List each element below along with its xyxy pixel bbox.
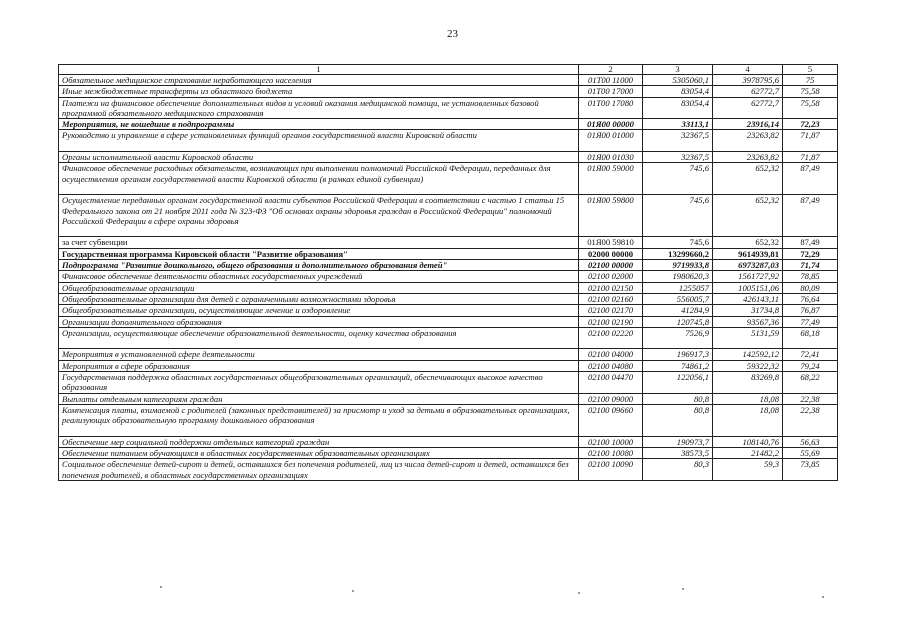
percent-cell: 80,09 bbox=[783, 282, 838, 293]
plan-cell: 5305060,1 bbox=[643, 75, 713, 86]
executed-cell: 1561727,92 bbox=[713, 271, 783, 282]
plan-cell: 745,6 bbox=[643, 163, 713, 195]
executed-cell: 108140,76 bbox=[713, 436, 783, 447]
executed-cell: 62772,7 bbox=[713, 86, 783, 97]
scan-speck bbox=[682, 588, 684, 590]
code-cell: 01Я00 59810 bbox=[579, 237, 643, 248]
code-cell: 02100 10000 bbox=[579, 436, 643, 447]
executed-cell: 426143,11 bbox=[713, 293, 783, 304]
name-cell: Социальное обеспечение детей-сирот и детей, оставшихся без попечения родителей, лиц из числа детей-сирот и детей, оставшихся без попечения родителей, в областных государственных организациях bbox=[59, 459, 579, 481]
plan-cell: 32367,5 bbox=[643, 152, 713, 163]
plan-cell: 83054,4 bbox=[643, 86, 713, 97]
column-number: 2 bbox=[579, 65, 643, 75]
executed-cell: 3978795,6 bbox=[713, 75, 783, 86]
code-cell: 02100 04470 bbox=[579, 372, 643, 394]
executed-cell: 62772,7 bbox=[713, 97, 783, 119]
percent-cell: 75,58 bbox=[783, 86, 838, 97]
scan-speck bbox=[352, 590, 354, 592]
percent-cell: 55,69 bbox=[783, 448, 838, 459]
code-cell: 02100 02160 bbox=[579, 293, 643, 304]
code-cell: 02100 04000 bbox=[579, 349, 643, 360]
executed-cell: 6973287,03 bbox=[713, 260, 783, 271]
table-row bbox=[59, 97, 838, 119]
executed-cell: 93567,36 bbox=[713, 316, 783, 327]
executed-cell: 5131,59 bbox=[713, 327, 783, 349]
table-row bbox=[59, 372, 838, 394]
name-cell: Обеспечение мер социальной поддержки отдельных категорий граждан bbox=[59, 436, 579, 447]
plan-cell: 1255057 bbox=[643, 282, 713, 293]
percent-cell: 73,85 bbox=[783, 459, 838, 481]
plan-cell: 9719933,8 bbox=[643, 260, 713, 271]
name-cell: Выплаты отдельным категориям граждан bbox=[59, 393, 579, 404]
code-cell: 02100 02190 bbox=[579, 316, 643, 327]
plan-cell: 7526,9 bbox=[643, 327, 713, 349]
name-cell: Платежи на финансовое обеспечение дополнительных видов и условий оказания медицинской помощи, не установленных базовой программой обязательного медицинского страхования bbox=[59, 97, 579, 119]
plan-cell: 556005,7 bbox=[643, 293, 713, 304]
table-row bbox=[59, 260, 838, 271]
executed-cell: 23916,14 bbox=[713, 119, 783, 130]
code-cell: 01Т00 17000 bbox=[579, 86, 643, 97]
plan-cell: 83054,4 bbox=[643, 97, 713, 119]
table-row bbox=[59, 404, 838, 436]
name-cell: Общеобразовательные организации для детей с ограниченными возможностями здоровья bbox=[59, 293, 579, 304]
executed-cell: 18,08 bbox=[713, 393, 783, 404]
plan-cell: 33113,1 bbox=[643, 119, 713, 130]
percent-cell: 22,38 bbox=[783, 404, 838, 436]
executed-cell: 652,32 bbox=[713, 237, 783, 248]
table-row bbox=[59, 75, 838, 86]
column-number: 3 bbox=[643, 65, 713, 75]
executed-cell: 652,32 bbox=[713, 195, 783, 237]
table-row bbox=[59, 393, 838, 404]
executed-cell: 31734,8 bbox=[713, 305, 783, 316]
plan-cell: 80,8 bbox=[643, 393, 713, 404]
executed-cell: 21482,2 bbox=[713, 448, 783, 459]
code-cell: 01Я00 01030 bbox=[579, 152, 643, 163]
executed-cell: 23263,82 bbox=[713, 152, 783, 163]
plan-cell: 122056,1 bbox=[643, 372, 713, 394]
plan-cell: 38573,5 bbox=[643, 448, 713, 459]
plan-cell: 41284,9 bbox=[643, 305, 713, 316]
column-number-row bbox=[59, 65, 838, 75]
table-row bbox=[59, 119, 838, 130]
table-body bbox=[59, 65, 838, 481]
percent-cell: 79,24 bbox=[783, 360, 838, 371]
plan-cell: 1980620,3 bbox=[643, 271, 713, 282]
percent-cell: 71,87 bbox=[783, 152, 838, 163]
name-cell: за счет субвенции bbox=[59, 237, 579, 248]
scan-speck bbox=[160, 586, 162, 588]
percent-cell: 76,87 bbox=[783, 305, 838, 316]
plan-cell: 190973,7 bbox=[643, 436, 713, 447]
scan-speck bbox=[578, 592, 580, 594]
code-cell: 02100 09660 bbox=[579, 404, 643, 436]
name-cell: Подпрограмма "Развитие дошкольного, общего образования и дополнительного образования детей" bbox=[59, 260, 579, 271]
table-row bbox=[59, 436, 838, 447]
executed-cell: 9614939,81 bbox=[713, 248, 783, 259]
code-cell: 02000 00000 bbox=[579, 248, 643, 259]
name-cell: Мероприятия в установленной сфере деятельности bbox=[59, 349, 579, 360]
table-row bbox=[59, 271, 838, 282]
percent-cell: 87,49 bbox=[783, 237, 838, 248]
name-cell: Органы исполнительной власти Кировской области bbox=[59, 152, 579, 163]
plan-cell: 745,6 bbox=[643, 195, 713, 237]
percent-cell: 72,23 bbox=[783, 119, 838, 130]
percent-cell: 71,74 bbox=[783, 260, 838, 271]
percent-cell: 68,22 bbox=[783, 372, 838, 394]
scan-speck bbox=[822, 596, 824, 598]
percent-cell: 22,38 bbox=[783, 393, 838, 404]
plan-cell: 13299660,2 bbox=[643, 248, 713, 259]
code-cell: 01Я00 01000 bbox=[579, 130, 643, 152]
executed-cell: 18,08 bbox=[713, 404, 783, 436]
name-cell: Организации дополнительного образования bbox=[59, 316, 579, 327]
name-cell: Обеспечение питанием обучающихся в областных государственных образовательных организациях bbox=[59, 448, 579, 459]
percent-cell: 87,49 bbox=[783, 195, 838, 237]
table-row bbox=[59, 459, 838, 481]
code-cell: 02100 02150 bbox=[579, 282, 643, 293]
percent-cell: 77,49 bbox=[783, 316, 838, 327]
percent-cell: 72,41 bbox=[783, 349, 838, 360]
percent-cell: 72,29 bbox=[783, 248, 838, 259]
name-cell: Иные межбюджетные трансферты из областного бюджета bbox=[59, 86, 579, 97]
name-cell: Финансовое обеспечение расходных обязательств, возникающих при выполнении полномочий Российской Федерации, переданных для осуществления органам государственной власти Кировской области (в рамках единой субвенции) bbox=[59, 163, 579, 195]
column-number: 1 bbox=[59, 65, 579, 75]
name-cell: Организации, осуществляющие обеспечение образовательной деятельности, оценку качества образования bbox=[59, 327, 579, 349]
percent-cell: 87,49 bbox=[783, 163, 838, 195]
table-row bbox=[59, 152, 838, 163]
code-cell: 02100 00000 bbox=[579, 260, 643, 271]
code-cell: 02100 02000 bbox=[579, 271, 643, 282]
percent-cell: 68,18 bbox=[783, 327, 838, 349]
code-cell: 02100 10090 bbox=[579, 459, 643, 481]
name-cell: Государственная программа Кировской области "Развитие образования" bbox=[59, 248, 579, 259]
name-cell: Государственная поддержка областных государственных общеобразовательных организаций, обеспечивающих высокое качество образования bbox=[59, 372, 579, 394]
code-cell: 02100 10080 bbox=[579, 448, 643, 459]
name-cell: Финансовое обеспечение деятельности областных государственных учреждений bbox=[59, 271, 579, 282]
code-cell: 02100 09000 bbox=[579, 393, 643, 404]
table-row bbox=[59, 282, 838, 293]
name-cell: Руководство и управление в сфере установленных функций органов государственной власти Кировской области bbox=[59, 130, 579, 152]
budget-execution-table bbox=[58, 64, 838, 481]
percent-cell: 75,58 bbox=[783, 97, 838, 119]
table-row bbox=[59, 130, 838, 152]
percent-cell: 56,63 bbox=[783, 436, 838, 447]
percent-cell: 75 bbox=[783, 75, 838, 86]
table-row bbox=[59, 195, 838, 237]
executed-cell: 1005151,06 bbox=[713, 282, 783, 293]
percent-cell: 71,87 bbox=[783, 130, 838, 152]
plan-cell: 32367,5 bbox=[643, 130, 713, 152]
code-cell: 01Я00 00000 bbox=[579, 119, 643, 130]
plan-cell: 74861,2 bbox=[643, 360, 713, 371]
code-cell: 01Я00 59800 bbox=[579, 195, 643, 237]
plan-cell: 120745,8 bbox=[643, 316, 713, 327]
executed-cell: 23263,82 bbox=[713, 130, 783, 152]
code-cell: 01Т00 11000 bbox=[579, 75, 643, 86]
table-row bbox=[59, 293, 838, 304]
name-cell: Осуществление переданных органам государственной власти субъектов Российской Федерации в соответствии с частью 1 статьи 15 Федерального закона от 21 ноября 2011 года № 323-ФЗ "Об основах охраны здоровья граждан в Российской Федерации" полномочий Российской Федерации в сфере охраны здоровья bbox=[59, 195, 579, 237]
table-row bbox=[59, 305, 838, 316]
plan-cell: 80,3 bbox=[643, 459, 713, 481]
table-row bbox=[59, 237, 838, 248]
name-cell: Мероприятия, не вошедшие в подпрограммы bbox=[59, 119, 579, 130]
table-row bbox=[59, 248, 838, 259]
code-cell: 02100 02220 bbox=[579, 327, 643, 349]
code-cell: 02100 02170 bbox=[579, 305, 643, 316]
name-cell: Мероприятия в сфере образования bbox=[59, 360, 579, 371]
table-row bbox=[59, 316, 838, 327]
plan-cell: 196917,3 bbox=[643, 349, 713, 360]
plan-cell: 745,6 bbox=[643, 237, 713, 248]
name-cell: Общеобразовательные организации bbox=[59, 282, 579, 293]
table-row bbox=[59, 86, 838, 97]
name-cell: Компенсация платы, взимаемой с родителей (законных представителей) за присмотр и уход за детьми в образовательных организациях, реализующих образовательную программу дошкольного образования bbox=[59, 404, 579, 436]
executed-cell: 142592,12 bbox=[713, 349, 783, 360]
plan-cell: 80,8 bbox=[643, 404, 713, 436]
code-cell: 02100 04080 bbox=[579, 360, 643, 371]
percent-cell: 76,64 bbox=[783, 293, 838, 304]
executed-cell: 59322,32 bbox=[713, 360, 783, 371]
table-row bbox=[59, 327, 838, 349]
code-cell: 01Т00 17080 bbox=[579, 97, 643, 119]
table-row bbox=[59, 360, 838, 371]
percent-cell: 78,85 bbox=[783, 271, 838, 282]
column-number: 4 bbox=[713, 65, 783, 75]
table-row bbox=[59, 349, 838, 360]
table-row bbox=[59, 163, 838, 195]
table-row bbox=[59, 448, 838, 459]
column-number: 5 bbox=[783, 65, 838, 75]
executed-cell: 652,32 bbox=[713, 163, 783, 195]
code-cell: 01Я00 59000 bbox=[579, 163, 643, 195]
name-cell: Общеобразовательные организации, осуществляющие лечение и оздоровление bbox=[59, 305, 579, 316]
name-cell: Обязательное медицинское страхование неработающего населения bbox=[59, 75, 579, 86]
page-number: 23 bbox=[447, 28, 458, 40]
executed-cell: 83269,8 bbox=[713, 372, 783, 394]
executed-cell: 59,3 bbox=[713, 459, 783, 481]
